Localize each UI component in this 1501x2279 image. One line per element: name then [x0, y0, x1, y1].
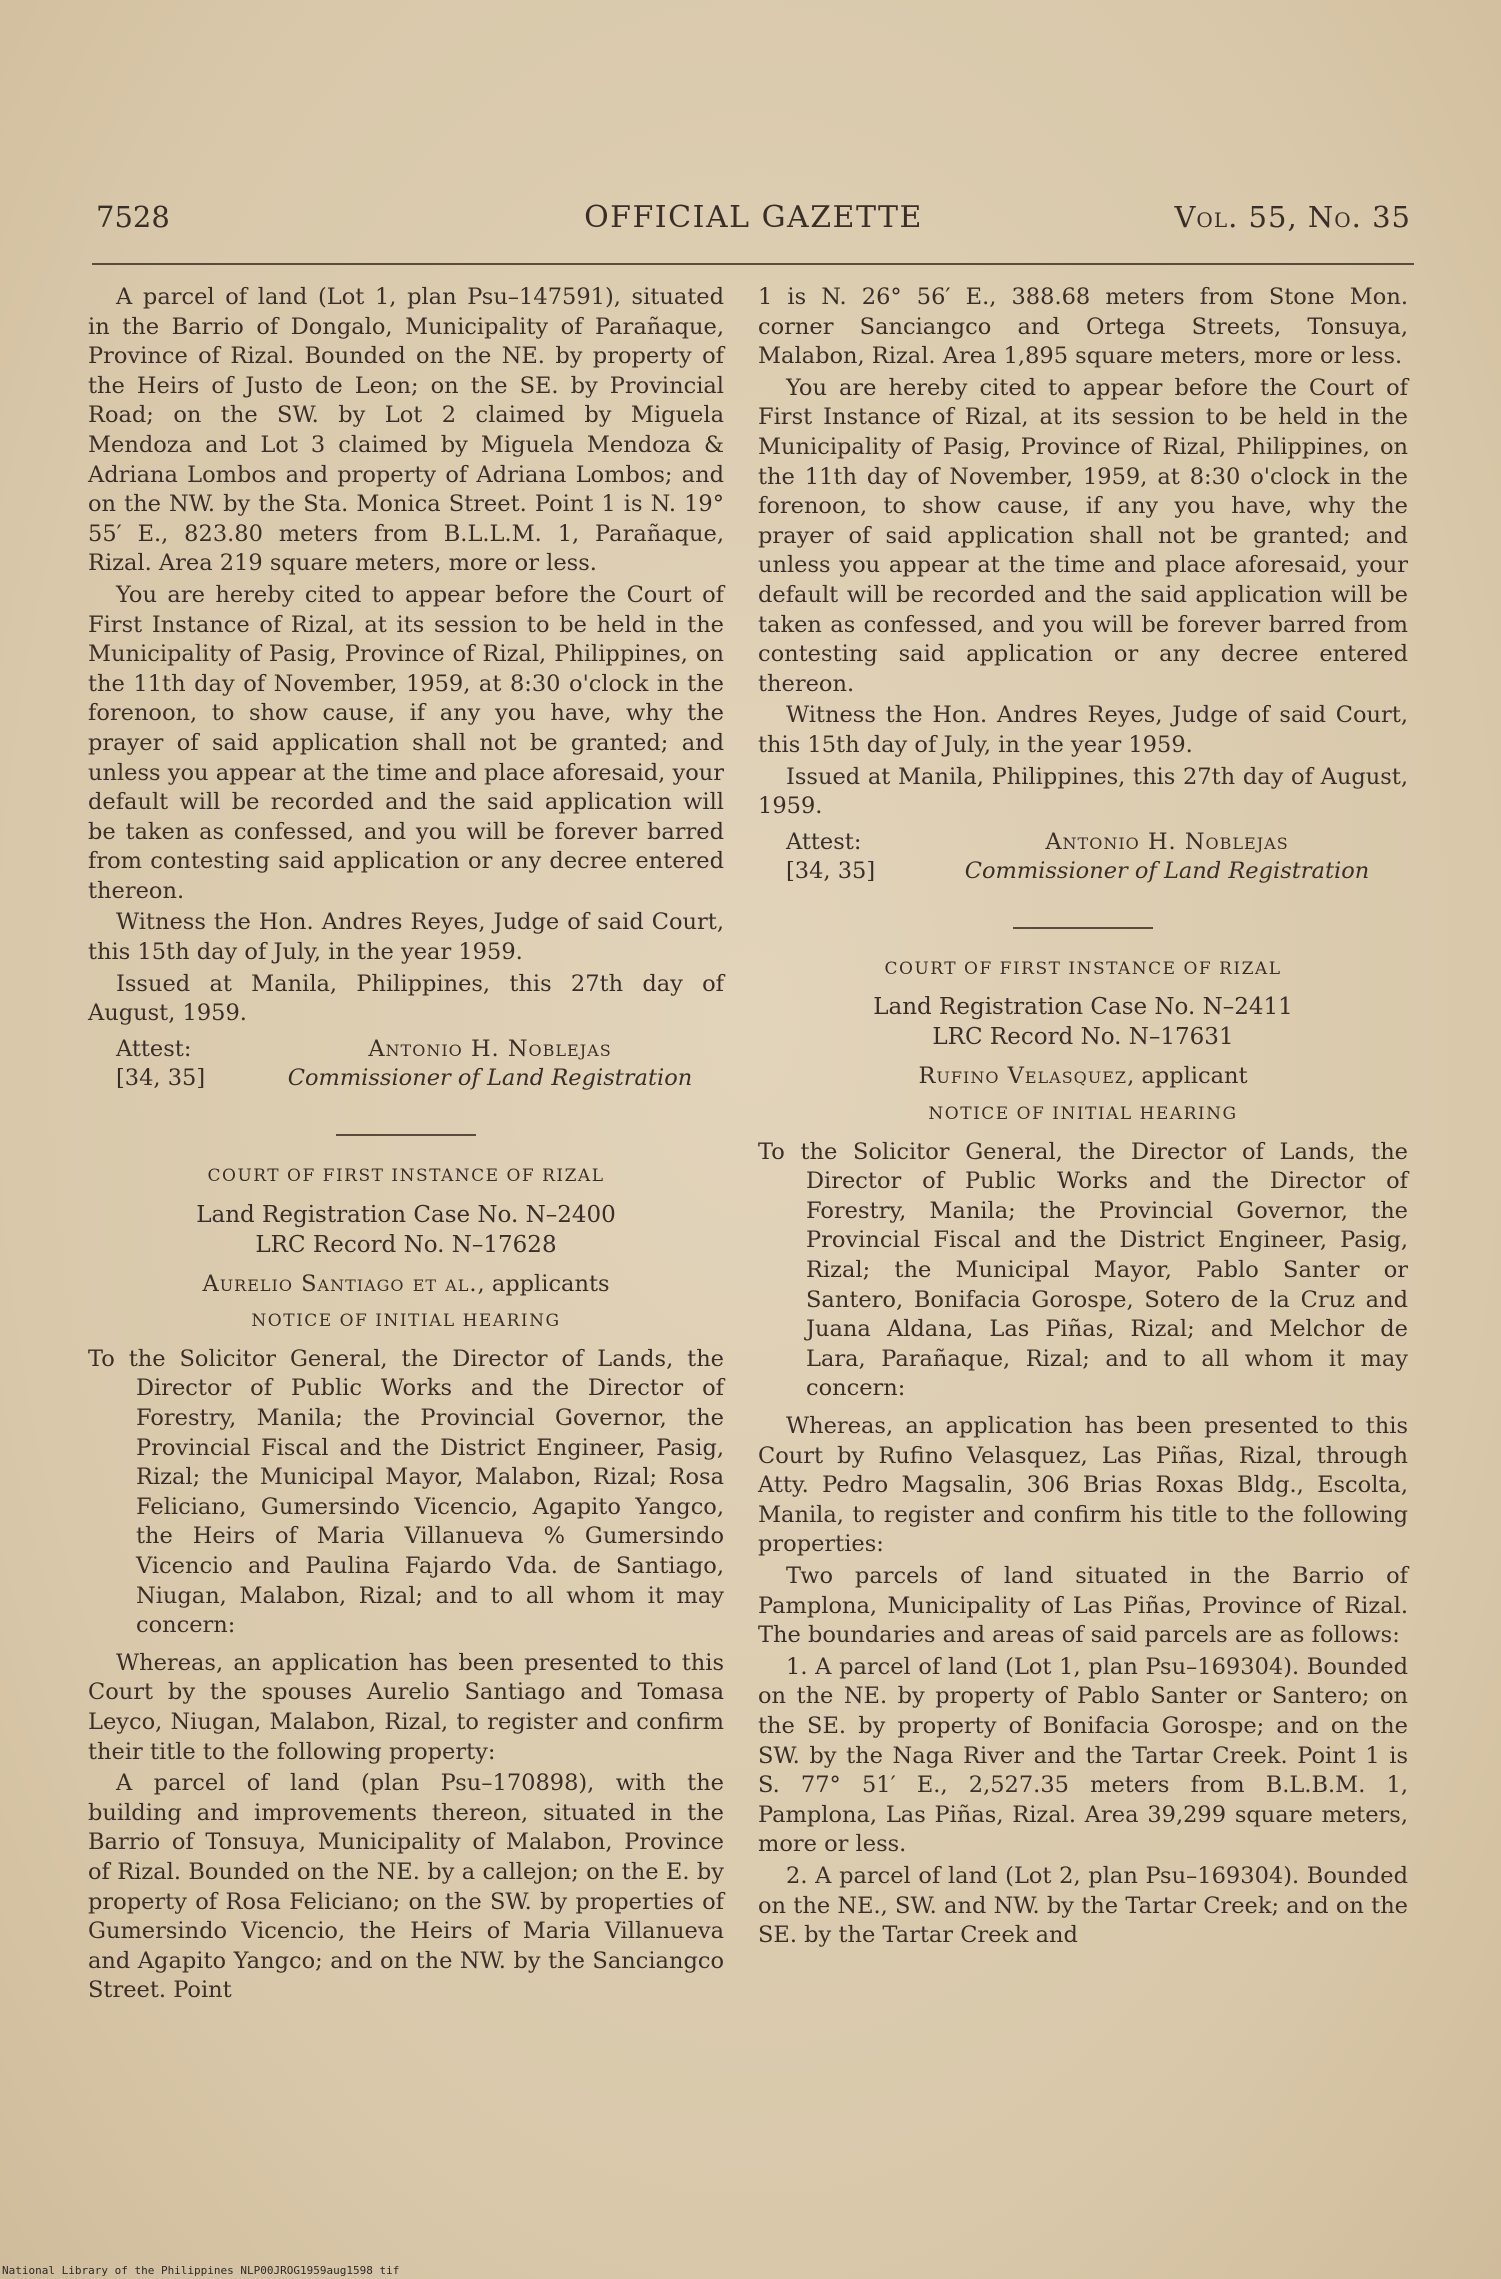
attest-label: Attest: — [116, 1035, 192, 1062]
applicant-name: Aurelio Santiago et al. — [202, 1270, 478, 1297]
volume-number: Vol. 55, No. 35 — [1174, 200, 1411, 234]
journal-title: OFFICIAL GAZETTE — [584, 200, 923, 235]
court-heading: COURT OF FIRST INSTANCE OF RIZAL — [207, 1166, 605, 1187]
applicant-suffix: , applicant — [1127, 1063, 1248, 1090]
applicant-name: Rufino Velasquez — [918, 1063, 1128, 1090]
lrc-record: LRC Record No. N–17628 — [255, 1231, 557, 1258]
applicant-suffix: , applicants — [477, 1270, 610, 1297]
signatory-name: Antonio H. Noblejas — [1045, 828, 1289, 855]
signatory-title: Commissioner of Land Registration — [287, 1065, 693, 1092]
signatory-name: Antonio H. Noblejas — [368, 1035, 612, 1062]
property-paragraph: A parcel of land (plan Psu–170898), with the building and improvements thereon, situated in the Barrio of Tonsuya, Municipality of Malabon, Province of Rizal. Bounded on the NE. by a callejon; on the E. by property of Rosa Feliciano; on the SW. by properties of Gumersindo Vicencio, the Heirs of Maria Villanueva and Agapito Yangco; and on the NW. by the Sanciangco Street. Point — [88, 1770, 724, 2004]
court-heading: COURT OF FIRST INSTANCE OF RIZAL — [884, 958, 1282, 979]
lrc-record: LRC Record No. N–17631 — [932, 1024, 1234, 1051]
page-number: 7528 — [96, 200, 170, 234]
witness-paragraph: Witness the Hon. Andres Reyes, Judge of said Court, this 15th day of July, in the year 1959. — [758, 702, 1408, 758]
notice-heading: NOTICE OF INITIAL HEARING — [251, 1311, 561, 1332]
section-divider — [1013, 927, 1153, 929]
applicant-line — [88, 1270, 724, 1300]
signatory-title: Commissioner of Land Registration — [964, 858, 1370, 885]
left-column — [88, 283, 724, 2008]
case-number: Land Registration Case No. N–2411 — [873, 994, 1293, 1021]
notice-heading: NOTICE OF INITIAL HEARING — [928, 1104, 1238, 1125]
attestation-block — [758, 828, 1408, 887]
parcel-description: A parcel of land (Lot 1, plan Psu–147591), situated in the Barrio of Dongalo, Municipality of Parañaque, Province of Rizal. Bounded on the NE. by property of the Heirs of Justo de Leon; on the SE. by Provincial Road; on the SW. by Lot 2 claimed by Miguela Mendoza and Lot 3 claimed by Miguela Mendoza & Adriana Lombos and property of Adriana Lombos; and on the NW. by the Sta. Monica Street. Point 1 is N. 19° 55′ E., 823.80 meters from B.L.L.M. 1, Parañaque, Rizal. Area 219 square meters, more or less. — [88, 284, 724, 577]
citation-paragraph: You are hereby cited to appear before the Court of First Instance of Rizal, at its session to be held in the Municipality of Pasig, Province of Rizal, Philippines, on the 11th day of November, 1959, at 8:30 o'clock in the forenoon, to show cause, if any you have, why the prayer of said application shall not be granted; and unless you appear at the time and place aforesaid, your default will be recorded and the said application will be taken as confessed, and you will be forever barred from contesting said application or any decree entered thereon. — [758, 374, 1408, 697]
citation-paragraph: You are hereby cited to appear before the Court of First Instance of Rizal, at its session to be held in the Municipality of Pasig, Province of Rizal, Philippines, on the 11th day of November, 1959, at 8:30 o'clock in the forenoon, to show cause, if any you have, why the prayer of said application shall not be granted; and unless you appear at the time and place aforesaid, your default will be recorded and the said application will be taken as confessed, and you will be forever barred from contesting said application or any decree entered thereon. — [88, 581, 724, 904]
applicant-line — [758, 1062, 1408, 1092]
issue-numbers: [34, 35] — [786, 858, 876, 885]
section-divider — [336, 1134, 476, 1136]
address-paragraph: To the Solicitor General, the Director of Lands, the Director of Public Works and the Director of Forestry, Manila; the Provincial Governor, the Provincial Fiscal and the District Engineer, Pasig, Rizal; the Municipal Mayor, Pablo Santer or Santero, Bonifacia Gorospe, Sotero de la Cruz and Juana Aldana, Las Piñas, Rizal; and Melchor de Lara, Parañaque, Rizal; and to all whom it may concern: — [758, 1138, 1408, 1402]
scan-footer: National Library of the Philippines NLP00JROG1959aug1598 tif — [2, 2264, 400, 2277]
issued-paragraph: Issued at Manila, Philippines, this 27th day of August, 1959. — [758, 763, 1408, 820]
parcel-continuation: 1 is N. 26° 56′ E., 388.68 meters from Stone Mon. corner Sanciangco and Ortega Streets, Tonsuya, Malabon, Rizal. Area 1,895 square meters, more or less. — [758, 284, 1408, 370]
whereas-paragraph: Whereas, an application has been presented to this Court by the spouses Aurelio Santiago and Tomasa Leyco, Niugan, Malabon, Rizal, to register and confirm their title to the following property: — [88, 1649, 724, 1765]
page-header — [96, 200, 1411, 248]
attest-label: Attest: — [786, 828, 862, 855]
issued-paragraph: Issued at Manila, Philippines, this 27th day of August, 1959. — [88, 970, 724, 1027]
attestation-block — [88, 1035, 724, 1094]
issue-numbers: [34, 35] — [116, 1065, 206, 1092]
case-number: Land Registration Case No. N–2400 — [196, 1201, 616, 1228]
parcel-lot-1: 1. A parcel of land (Lot 1, plan Psu–169304). Bounded on the NE. by property of Pablo Santer or Santero; on the SE. by property of Bonifacia Gorospe; and on the SW. by the Naga River and the Tartar Creek. Point 1 is S. 77° 51′ E., 2,527.35 meters from B.L.B.M. 1, Pamplona, Las Piñas, Rizal. Area 39,299 square meters, more or less. — [758, 1653, 1408, 1858]
header-rule — [92, 263, 1414, 265]
parcels-intro: Two parcels of land situated in the Barrio of Pamplona, Municipality of Las Piñas, Province of Rizal. The boundaries and areas of said parcels are as follows: — [758, 1562, 1408, 1649]
address-paragraph: To the Solicitor General, the Director of Lands, the Director of Public Works and the Director of Forestry, Manila; the Provincial Governor, the Provincial Fiscal and the District Engineer, Pasig, Rizal; the Municipal Mayor, Malabon, Rizal; Rosa Feliciano, Gumersindo Vicencio, Agapito Yangco, the Heirs of Maria Villanueva % Gumersindo Vicencio and Paulina Fajardo Vda. de Santiago, Niugan, Malabon, Rizal; and to all whom it may concern: — [88, 1345, 724, 1639]
parcel-lot-2: 2. A parcel of land (Lot 2, plan Psu–169304). Bounded on the NE., SW. and NW. by the Tartar Creek; and on the SE. by the Tartar Creek and — [758, 1862, 1408, 1949]
witness-paragraph: Witness the Hon. Andres Reyes, Judge of said Court, this 15th day of July, in the year 1959. — [88, 909, 724, 966]
right-column — [758, 283, 1408, 1953]
whereas-paragraph: Whereas, an application has been presented to this Court by Rufino Velasquez, Las Piñas, Rizal, through Atty. Pedro Magsalin, 306 Brias Roxas Bldg., Escolta, Manila, to register and confirm his title to the following properties: — [758, 1413, 1408, 1558]
